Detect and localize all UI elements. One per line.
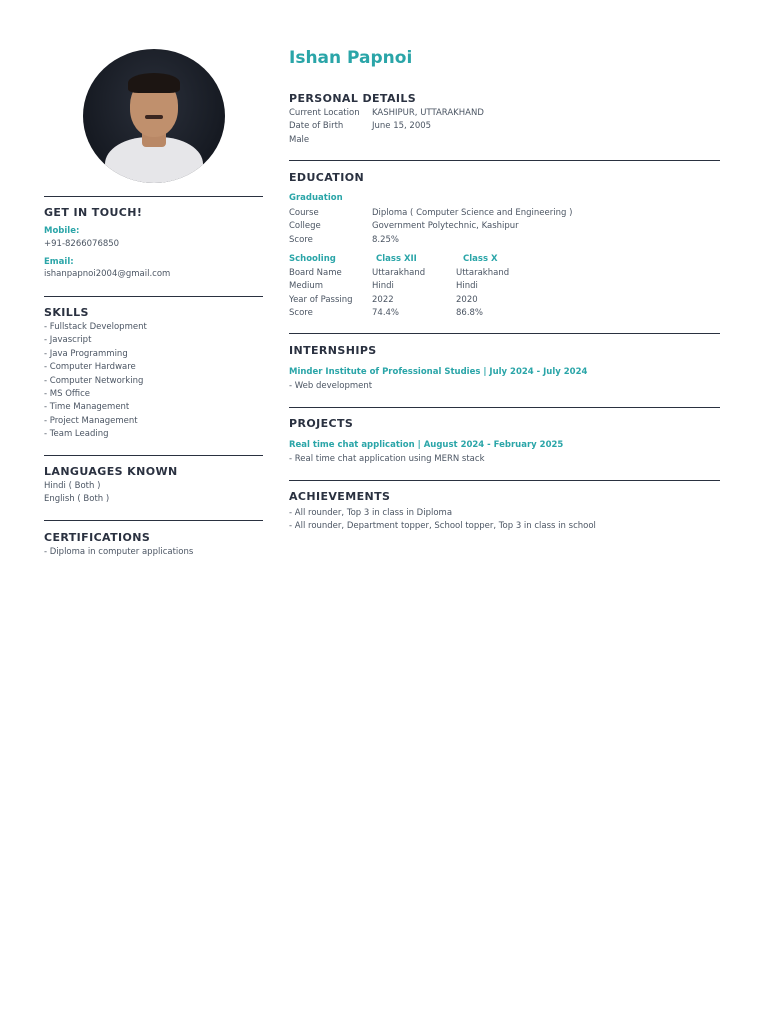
divider [289, 160, 720, 161]
location-value: KASHIPUR, UTTARAKHAND [372, 108, 484, 118]
skill-item: - Java Programming [44, 348, 128, 359]
course-label: Course [289, 208, 319, 218]
skills-title: SKILLS [44, 306, 89, 319]
achievement-item: - All rounder, Department topper, School topper, Top 3 in class in school [289, 521, 596, 532]
score-value: 8.25% [372, 234, 400, 245]
gender-value: Male [289, 134, 310, 145]
skill-item: - Team Leading [44, 429, 109, 440]
internship-item: - Web development [289, 381, 373, 391]
internship-heading: Minder Institute of Professional Studies | July 2024 - July 2024 [289, 367, 588, 377]
skill-item: - Computer Hardware [44, 362, 136, 373]
skill-item: - MS Office [44, 389, 91, 400]
schooling-header [289, 254, 498, 264]
class-x-heading: Class X [463, 254, 498, 264]
personal-title: PERSONAL DETAILS [289, 92, 417, 105]
table-row: Medium Hindi Hindi [289, 281, 478, 292]
contact-title: GET IN TOUCH! [44, 206, 143, 219]
graduation-heading: Graduation [289, 193, 343, 203]
internships-title: INTERNSHIPS [289, 344, 377, 357]
divider [289, 480, 720, 481]
achievements-title: ACHIEVEMENTS [289, 490, 391, 503]
table-row: Score 74.4% 86.8% [289, 308, 484, 319]
candidate-name: Ishan Papnoi [289, 48, 413, 68]
profile-photo [83, 49, 225, 183]
skill-item: - Javascript [44, 335, 92, 346]
schooling-table [289, 267, 509, 321]
mobile-label: Mobile: [44, 226, 80, 236]
class-xii-heading: Class XII [376, 254, 417, 264]
achievement-item: - All rounder, Top 3 in class in Diploma [289, 508, 453, 518]
dob-value: June 15, 2005 [372, 121, 432, 132]
divider [44, 520, 263, 521]
divider [44, 296, 263, 297]
email-label: Email: [44, 257, 74, 267]
mobile-value: +91-8266076850 [44, 239, 120, 249]
skill-item: - Time Management [44, 402, 130, 413]
skill-item: - Fullstack Development [44, 322, 147, 332]
divider [44, 196, 263, 197]
table-row: Year of Passing 2022 2020 [289, 294, 478, 305]
skills-list [44, 321, 147, 442]
projects-title: PROJECTS [289, 417, 354, 430]
skill-item: - Project Management [44, 415, 138, 426]
project-heading: Real time chat application | August 2024 - February 2025 [289, 440, 564, 450]
college-label: College [289, 221, 321, 232]
location-label: Current Location [289, 108, 360, 118]
languages-list [44, 480, 109, 507]
score-label: Score [289, 234, 313, 245]
graduation-details [289, 207, 572, 247]
achievements-list [289, 507, 596, 534]
language-item: English ( Both ) [44, 494, 110, 505]
divider [289, 333, 720, 334]
table-row: Board Name Uttarakhand Uttarakhand [289, 268, 510, 278]
schooling-heading: Schooling [289, 254, 336, 264]
divider [289, 407, 720, 408]
certifications-title: CERTIFICATIONS [44, 531, 151, 544]
divider [44, 455, 263, 456]
college-value: Government Polytechnic, Kashipur [372, 221, 519, 232]
email-value: ishanpapnoi2004@gmail.com [44, 269, 171, 279]
education-title: EDUCATION [289, 171, 365, 184]
project-item: - Real time chat application using MERN stack [289, 454, 485, 464]
personal-details [289, 107, 484, 147]
certification-item: - Diploma in computer applications [44, 547, 194, 557]
language-item: Hindi ( Both ) [44, 481, 101, 491]
course-value: Diploma ( Computer Science and Engineering ) [372, 208, 573, 218]
languages-title: LANGUAGES KNOWN [44, 465, 178, 478]
dob-label: Date of Birth [289, 121, 344, 132]
skill-item: - Computer Networking [44, 375, 144, 386]
